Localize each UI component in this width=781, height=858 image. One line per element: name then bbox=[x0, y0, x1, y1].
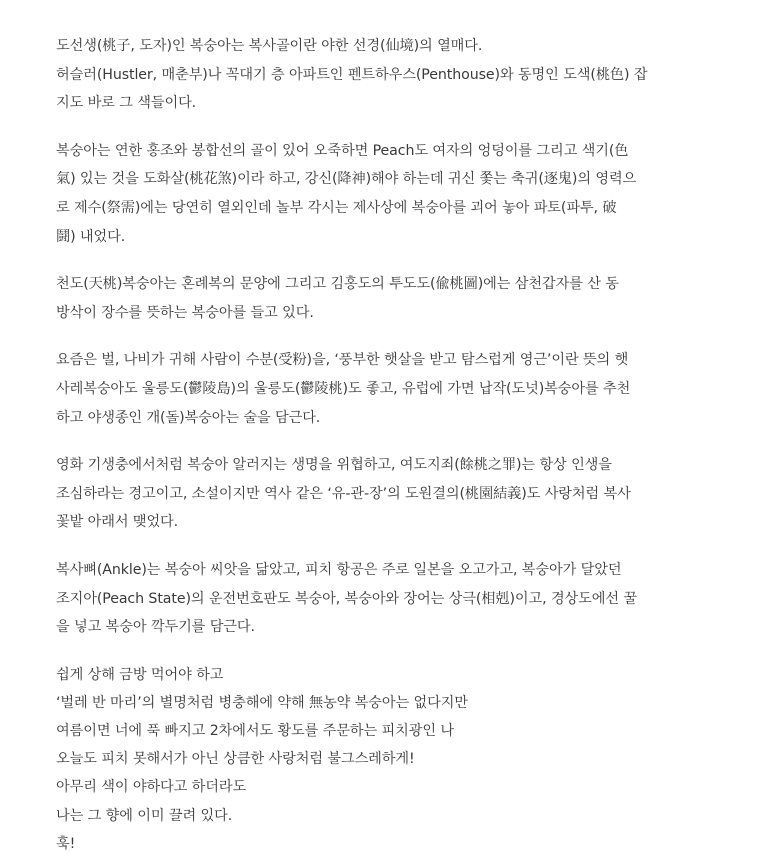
poem-line: 나는 그 향에 이미 끌려 있다. bbox=[56, 807, 233, 824]
text-line: 로 제수(祭需)에는 당연히 열외인데 놀부 각시는 제사상에 복숭아를 괴어 놓아 파토(파투, 破 bbox=[56, 199, 617, 216]
paragraph-1 bbox=[56, 32, 755, 118]
text-line: 복숭아는 연한 홍조와 봉합선의 골이 있어 오죽하면 Peach도 여자의 엉덩이를 그리고 색기(色 bbox=[56, 142, 629, 159]
text-line: 방삭이 장수를 뜻하는 복숭아를 들고 있다. bbox=[56, 304, 314, 321]
text-line: 사레복숭아도 울릉도(鬱陵島)의 울릉도(鬱陵桃)도 좋고, 유럽에 가면 납작(도넛)복숭아를 추천 bbox=[56, 380, 631, 397]
poem-line: 여름이면 너에 푹 빠지고 2차에서도 황도를 주문하는 피치광인 나 bbox=[56, 723, 454, 740]
text-line: 영화 기생충에서처럼 복숭아 알러지는 생명을 위협하고, 여도지죄(餘桃之罪)는 항상 인생을 bbox=[56, 457, 612, 474]
text-line: 요즘은 벌, 나비가 귀해 사람이 수분(受粉)을, ‘풍부한 햇살을 받고 탐스럽게 영근’이란 뜻의 햇 bbox=[56, 352, 629, 369]
paragraph-5 bbox=[56, 451, 755, 537]
poem-line: ‘벌레 반 마리’의 별명처럼 병충해에 약해 無농약 복숭아는 없다지만 bbox=[56, 694, 468, 711]
text-line: 하고 야생종인 개(돌)복숭아는 술을 담근다. bbox=[56, 409, 321, 426]
text-line: 도선생(桃子, 도자)인 복숭아는 복사골이란 야한 선경(仙境)의 열매다. bbox=[56, 38, 483, 54]
poem-line: 오늘도 피치 못해서가 아닌 상큼한 사랑처럼 불그스레하게! bbox=[56, 751, 415, 768]
text-line: 꽃밭 아래서 맺었다. bbox=[56, 514, 179, 531]
paragraph-3 bbox=[56, 270, 755, 327]
paragraph-4 bbox=[56, 346, 755, 432]
text-line: 을 넣고 복숭아 깍두기를 담근다. bbox=[56, 619, 255, 636]
text-line: 조심하라는 경고이고, 소설이지만 역사 같은 ‘유-관-장’의 도원결의(桃園結義)도 사랑처럼 복사 bbox=[56, 485, 631, 502]
paragraph-6 bbox=[56, 556, 755, 642]
text-line: 鬪) 내었다. bbox=[56, 228, 126, 245]
text-line: 허슬러(Hustler, 매춘부)나 꼭대기 층 아파트인 펜트하우스(Penthouse)와 동명인 도색(桃色) 잡 bbox=[56, 66, 648, 83]
poem-line: 훅! bbox=[56, 835, 76, 852]
poem-line: 쉽게 상해 금방 먹어야 하고 bbox=[56, 666, 224, 683]
text-line: 氣) 있는 것을 도화살(桃花煞)이라 하고, 강신(降神)해야 하는데 귀신 쫓는 축귀(逐鬼)의 영력으 bbox=[56, 171, 637, 188]
poem-stanza bbox=[56, 661, 755, 858]
text-line: 천도(天桃)복숭아는 혼례복의 문양에 그리고 김홍도의 투도도(偸桃圖)에는 삼천갑자를 산 동 bbox=[56, 276, 619, 293]
poem-line: 아무리 색이 야하다고 하더라도 bbox=[56, 779, 247, 796]
text-line: 조지아(Peach State)의 운전번호판도 복숭아, 복숭아와 장어는 상극(相剋)이고, 경상도에선 꿀 bbox=[56, 590, 637, 607]
text-line: 지도 바로 그 색들이다. bbox=[56, 95, 197, 112]
paragraph-2 bbox=[56, 137, 755, 251]
text-line: 복사뼈(Ankle)는 복숭아 씨앗을 닮았고, 피치 항공은 주로 일본을 오고가고, 복숭아가 달았던 bbox=[56, 561, 622, 578]
